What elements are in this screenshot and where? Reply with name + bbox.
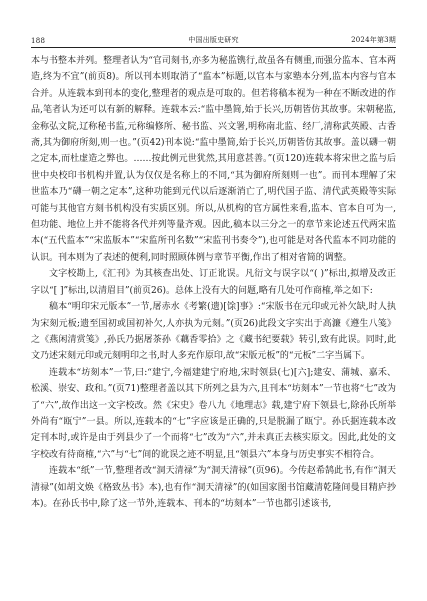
paragraph: 文字校勘上,《汇刊》为其核查出处、订正讹误。凡衍文与误字以“( )”标出,拟增及改正字以“[ ]”标出,以清眉目”(前页26)。总体上没有大的问题,略有几处可作商榷,举之如下: (31, 269, 396, 296)
paragraph: 连载本“纸”一节,整理者改“洞天清禄”为“洞天清禄”(页96)。今传赵希鹄此书,有作“洞天清禄”(如胡文焕《格致丛书》本),也有作“洞天清禄”的(如国家图书馆藏清乾隆间曼目精庐抄本)。在孙氏书中,除了这一节外,连载本、刊本的“坊刻本”一节也都引述该书, (31, 466, 396, 509)
issue-label: 2024年第3期 (351, 36, 396, 44)
paragraph: 稿本“明印宋元版本”一节,屠赤水《考繁(遗)[馀]事》:“宋版书在元印或元补欠缺,时人执为宋刻元板;遗至国初或国初补欠,人亦执为元刻。”(页26)此段文字实出于高濂《遵生八笺》之《燕闲清赏笺》,孙氏乃据屠茶孙《藕香零拾》之《藏书纪要载》转引,致有此误。同时,此文乃述宋刻元印或元刻明印之书,时人多充作原印,故“宋版元板”的“元板”二字当属下。 (31, 302, 396, 362)
journal-title: 中国出版史研究 (188, 36, 239, 44)
header-rule (31, 47, 396, 48)
paragraph: 连载本“坊刻本”一节,曰:“建宁,今福建建宁府地,宋时领县(七)[六];建安、蒲城、嘉禾、松溪、崇安、政和。”(页71)整理者盖以其下所列之县为六,且刊本“坊刻本”一节也将“七”改为了“六”,故作出这一文字校改。然《宋史》卷八九《地理志》载,建宁府下领县七,除孙氏所举外尚有“瓯宁”一县。所以,连载本的“七”字应该是正确的,只是脱漏了瓯宁。孙氏据连载本改定刊本时,或许是由于列县少了一个而将“七”改为“六”,并未真正去核实原文。因此,此处的文字校改有待商榷,“六”与“七”间的讹误之迹不明显,且“领县六”本身与历史事实不相符合。 (31, 367, 396, 460)
running-header (31, 33, 396, 45)
article-body (31, 53, 396, 581)
page-number: 188 (31, 37, 46, 45)
paragraph: 本与书整本并列。整理者认为“官司刻书,亦多为秘监镌行,故虽各有侧重,而强分监本、官本两造,终为不宜”(前页8)。所以刊本则取消了“监本”标题,以官本与家塾本分列,监本内容与官本合并。从连载本到刊本的变化,整理者的观点是可取的。但若将稿本视为一种在不断改进的作品,笔者认为还可以有新的解释。连载本云:“监中墨简,始于长兴,历朝皆仿其故事。宋朝秘监,金称弘文院,辽称秘书监,元称编修所、秘书监、兴文署,明称南北监、经厂,清称武英殿、古香斋,其为御府所刻,则一也。”(页42)刊本说:“监中墨简,始于长兴,历朝皆仿其故事。盖以礴一朝之定本,而杜虚造之弊也。……按此例元世犹然,其用意甚善。”(页120)连载本将宋世之监与后世中央校印书机构并置,认为仅仅是名称上的不同,“其为御府所刻则一也”。而刊本理解了宋世监本乃“礴一朝之定本”,这种功能到元代以后逐渐消亡了,明代国子监、清代武英殿等实际可能与其他官方刻书机构没有实质区别。所以,从机构的官方属性来看,监本、官本自可为一,但功能、地位上并不能将各代并列等量齐观。因此,稿本以三分之一的章节来论述五代两宋监本(“五代监本”“宋监版本”“宋监所刊名数”“宋监刊书奏令”),也可能是对各代监本不同功能的认识。刊本则为了表述的便利,同时照顾体例与章节平衡,作出了相对省简的调整。 (31, 56, 396, 263)
